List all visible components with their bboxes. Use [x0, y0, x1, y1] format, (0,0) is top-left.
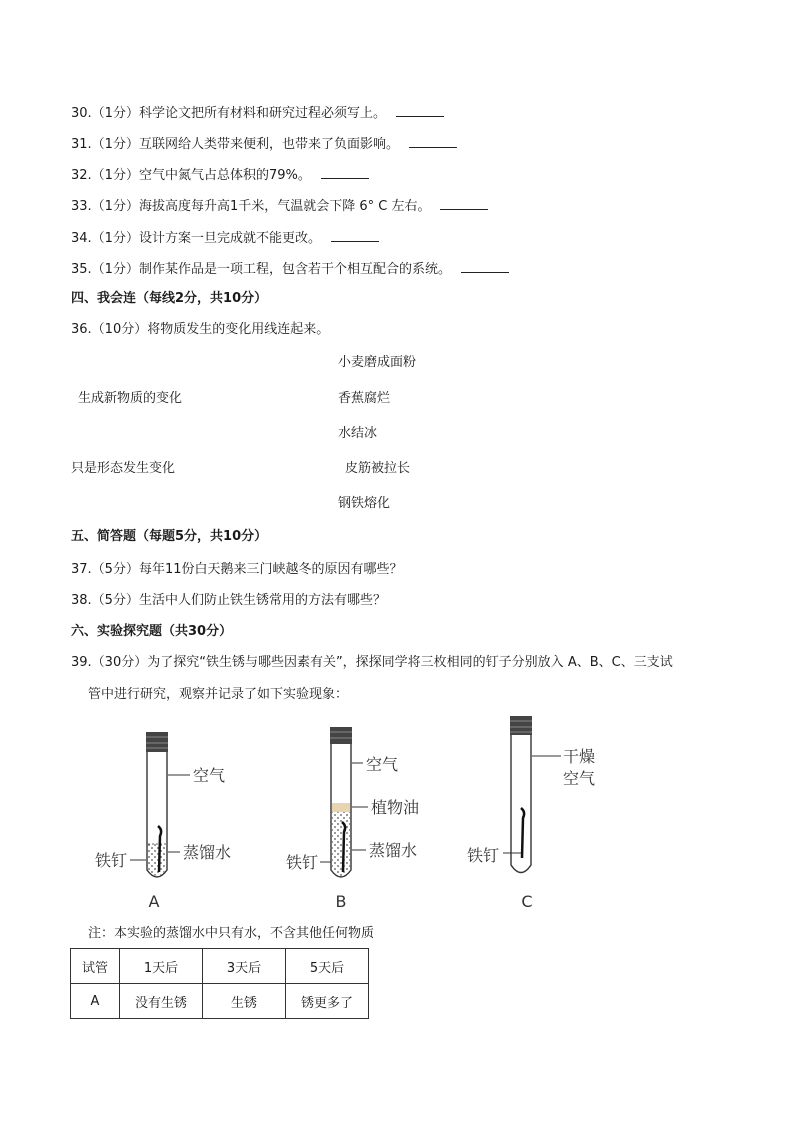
stopper: [146, 732, 168, 752]
question-35: 35.（1分）制作某作品是一项工程，包含若干个相互配合的系统。: [71, 259, 509, 279]
results-table: [70, 948, 369, 1019]
question-38: 38.（5分）生活中人们防止铁生锈常用的方法有哪些？: [71, 593, 386, 608]
table-header: 3天后: [203, 949, 286, 984]
table-cell: 没有生锈: [120, 984, 203, 1019]
water-label: 蒸馏水: [183, 843, 232, 862]
table-cell: 锈更多了: [286, 984, 369, 1019]
match-right-5[interactable]: 钢铁熔化: [338, 496, 391, 511]
question-34: 34.（1分）设计方案一旦完成就不能更改。: [71, 228, 379, 248]
table-cell: A: [71, 984, 120, 1019]
nail: [521, 808, 524, 858]
table-header-row: [71, 949, 369, 984]
question-37: 37.（5分）每年11份白天鹅来三门峡越冬的原因有哪些？: [71, 562, 403, 577]
vegetable-oil: [332, 803, 350, 812]
nail-label: 铁钉: [286, 853, 319, 872]
nail-label: 铁钉: [95, 851, 128, 870]
table-header: 1天后: [120, 949, 203, 984]
table-cell: 生锈: [203, 984, 286, 1019]
distilled-water: [332, 812, 350, 876]
test-tube-c: [467, 716, 595, 911]
question-30: 30.（1分）科学论文把所有材料和研究过程必须写上。: [71, 103, 444, 123]
table-header: 5天后: [286, 949, 369, 984]
question-31: 31.（1分）互联网给人类带来便利，也带来了负面影响。: [71, 134, 457, 154]
answer-blank[interactable]: [321, 165, 369, 179]
water-label: 蒸馏水: [369, 841, 418, 860]
match-right-2[interactable]: 香蕉腐烂: [338, 391, 391, 406]
section-5-heading: 五、简答题（每题5分，共10分）: [71, 529, 268, 544]
match-left-1[interactable]: 生成新物质的变化: [78, 391, 183, 406]
question-33: 33.（1分）海拔高度每升高1千米，气温就会下降 6° C 左右。: [71, 196, 488, 216]
table-header: 试管: [71, 949, 120, 984]
match-right-1[interactable]: 小麦磨成面粉: [338, 355, 417, 370]
answer-blank[interactable]: [440, 196, 488, 210]
test-tube-b: [286, 727, 419, 911]
question-36: 36.（10分）将物质发生的变化用线连起来。: [71, 322, 330, 337]
air-label: 空气: [193, 766, 226, 785]
answer-blank[interactable]: [331, 228, 379, 242]
answer-blank[interactable]: [396, 103, 444, 117]
air-label: 空气: [366, 755, 399, 774]
question-39-line-2: 管中进行研究，观察并记录了如下实验现象：: [88, 687, 349, 702]
answer-blank[interactable]: [409, 134, 457, 148]
match-left-2[interactable]: 只是形态发生变化: [71, 461, 176, 476]
stopper: [330, 727, 352, 744]
section-4-heading: 四、我会连（每线2分，共10分）: [71, 291, 268, 306]
match-right-4[interactable]: 皮筋被拉长: [345, 461, 411, 476]
test-tube-figure: [0, 705, 794, 920]
test-tube-a: [95, 732, 231, 911]
dry-label: 干燥: [563, 747, 596, 766]
experiment-note: 注：本实验的蒸馏水中只有水，不含其他任何物质: [88, 926, 375, 941]
answer-blank[interactable]: [461, 259, 509, 273]
oil-label: 植物油: [371, 798, 420, 817]
air-label: 空气: [563, 769, 596, 788]
tube-c-label: C: [521, 892, 533, 911]
tube-a-label: A: [148, 892, 160, 911]
section-6-heading: 六、实验探究题（共30分）: [71, 624, 233, 639]
match-right-3[interactable]: 水结冰: [338, 426, 378, 441]
question-39-line-1: 39.（30分）为了探究“铁生锈与哪些因素有关”，探探同学将三枚相同的钉子分别放入 A、B、C、三支试: [71, 655, 673, 670]
table-row: [71, 984, 369, 1019]
tube-b-label: B: [335, 892, 347, 911]
distilled-water: [148, 844, 166, 876]
question-32: 32.（1分）空气中氮气占总体积的79%。: [71, 165, 369, 185]
nail-label: 铁钉: [467, 846, 500, 865]
